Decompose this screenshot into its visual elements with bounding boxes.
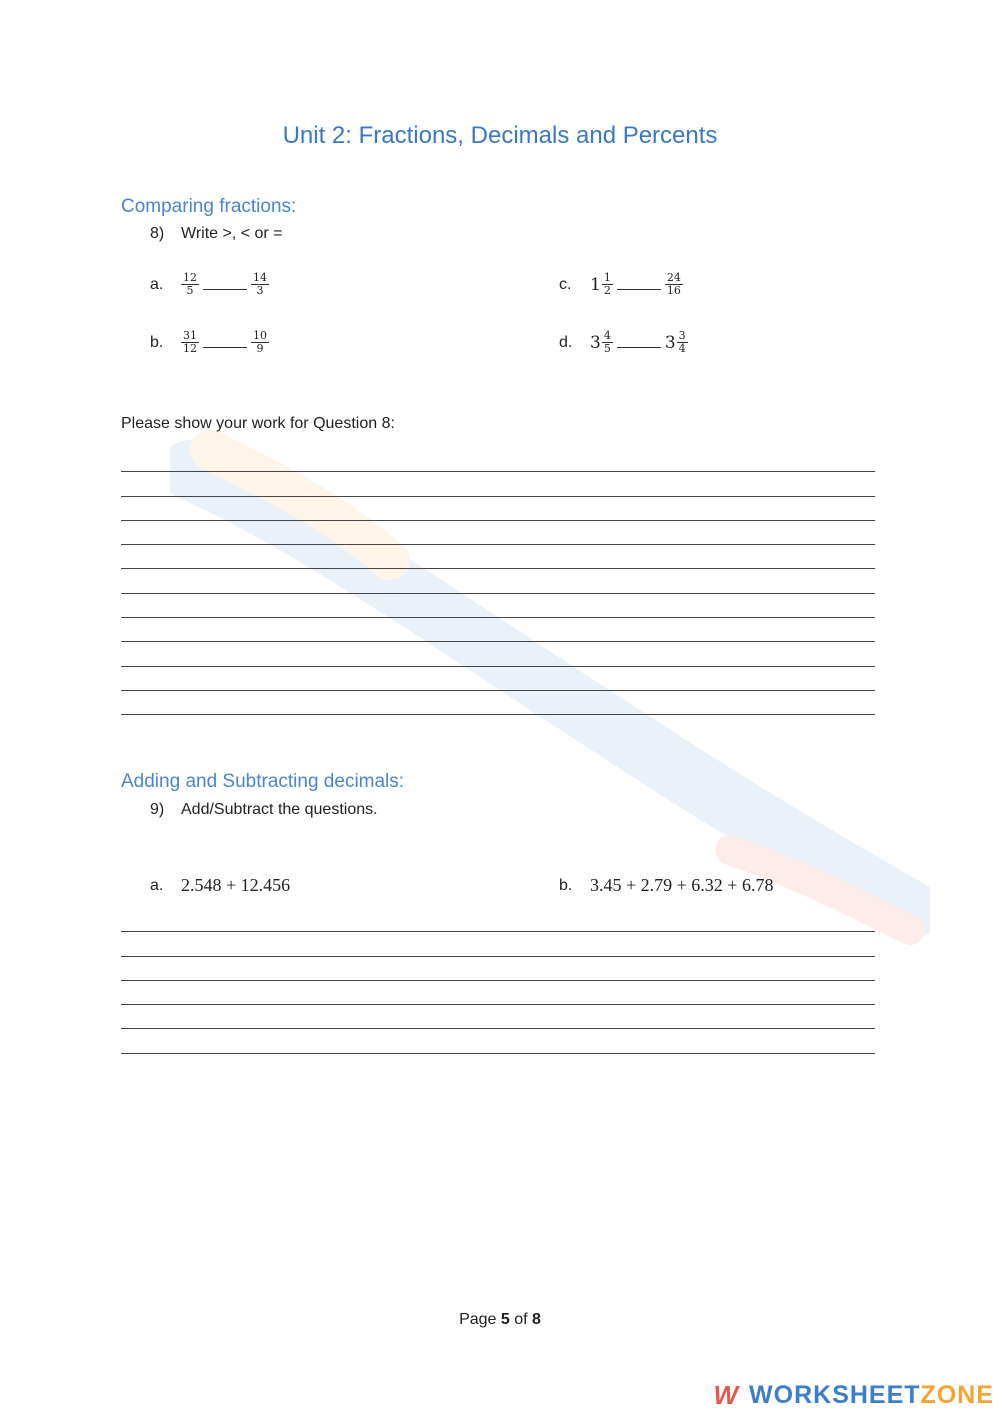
expression: 2.548 + 12.456	[181, 875, 291, 895]
writing-line[interactable]	[121, 981, 875, 1005]
writing-line[interactable]	[121, 521, 875, 545]
question-number: 9)	[150, 801, 165, 818]
writing-line[interactable]	[121, 545, 875, 569]
page-title: Unit 2: Fractions, Decimals and Percents	[282, 122, 718, 149]
decimal-item-a	[150, 875, 290, 896]
numerator: 1	[603, 271, 611, 284]
question-8	[150, 225, 283, 243]
fraction-left	[181, 272, 199, 297]
denominator: 5	[186, 284, 194, 297]
writing-line[interactable]	[121, 1005, 875, 1029]
item-label: b.	[150, 333, 164, 351]
denominator: 9	[256, 342, 264, 355]
whole-number: 1	[590, 274, 601, 295]
fraction-right	[251, 272, 269, 297]
item-label: d.	[559, 333, 573, 351]
current-page: 5	[500, 1311, 510, 1328]
numerator: 10	[253, 329, 267, 342]
fraction-left	[602, 272, 613, 297]
answer-blank[interactable]	[203, 279, 247, 290]
numerator: 14	[253, 271, 267, 284]
fraction-right	[677, 330, 688, 355]
question-text: Add/Subtract the questions.	[181, 801, 378, 818]
question-text: Write >, < or =	[181, 225, 283, 242]
whole-number: 3	[590, 332, 601, 353]
section-heading-fractions: Comparing fractions:	[121, 196, 297, 217]
writing-line[interactable]	[121, 618, 875, 642]
page-footer	[0, 1311, 1000, 1329]
total-pages: 8	[532, 1311, 541, 1328]
work-prompt: Please show your work for Question 8:	[121, 415, 395, 432]
brand-name-part2: ZONE	[920, 1381, 994, 1409]
denominator: 4	[678, 342, 686, 355]
whole-number: 3	[664, 332, 676, 353]
writing-line[interactable]	[121, 448, 875, 472]
denominator: 5	[603, 342, 611, 355]
fraction-right	[251, 330, 269, 355]
work-area-question-9[interactable]	[121, 908, 875, 1054]
numerator: 4	[603, 329, 611, 342]
item-label: a.	[150, 275, 164, 293]
answer-blank[interactable]	[617, 279, 661, 290]
brand-logo	[714, 1380, 995, 1411]
footer-prefix: Page	[459, 1311, 501, 1328]
work-area-question-8[interactable]	[121, 448, 875, 715]
compare-item-d	[559, 330, 688, 355]
fraction-right	[665, 272, 683, 297]
writing-line[interactable]	[121, 594, 875, 618]
writing-line[interactable]	[121, 932, 875, 956]
writing-line[interactable]	[121, 569, 875, 593]
numerator: 24	[666, 271, 681, 284]
compare-item-a	[150, 272, 269, 297]
question-number: 8)	[150, 225, 165, 242]
writing-line[interactable]	[121, 957, 875, 981]
numerator: 12	[183, 271, 197, 284]
writing-line[interactable]	[121, 642, 875, 666]
denominator: 3	[256, 284, 264, 297]
denominator: 16	[666, 284, 681, 297]
denominator: 12	[183, 342, 197, 355]
item-label: a.	[150, 876, 164, 894]
item-label: b.	[559, 876, 573, 894]
question-9	[150, 801, 378, 819]
footer-middle: of	[509, 1311, 533, 1328]
writing-line[interactable]	[121, 667, 875, 691]
decimal-item-b	[559, 875, 773, 896]
item-label: c.	[559, 275, 572, 293]
writing-line[interactable]	[121, 908, 875, 932]
fraction-left	[181, 330, 199, 355]
answer-blank[interactable]	[617, 337, 661, 348]
answer-blank[interactable]	[203, 337, 247, 348]
writing-line[interactable]	[121, 1029, 875, 1053]
compare-item-c	[559, 272, 683, 297]
numerator: 3	[678, 329, 686, 342]
compare-item-b	[150, 330, 269, 355]
expression: 3.45 + 2.79 + 6.32 + 6.78	[590, 875, 774, 895]
writing-line[interactable]	[121, 472, 875, 496]
denominator: 2	[603, 284, 611, 297]
fraction-left	[602, 330, 613, 355]
brand-name-part1: WORKSHEET	[749, 1381, 921, 1409]
writing-line[interactable]	[121, 497, 875, 521]
section-heading-decimals: Adding and Subtracting decimals:	[121, 771, 405, 792]
logo-icon: W	[713, 1380, 740, 1410]
numerator: 31	[183, 329, 197, 342]
writing-line[interactable]	[121, 691, 875, 715]
